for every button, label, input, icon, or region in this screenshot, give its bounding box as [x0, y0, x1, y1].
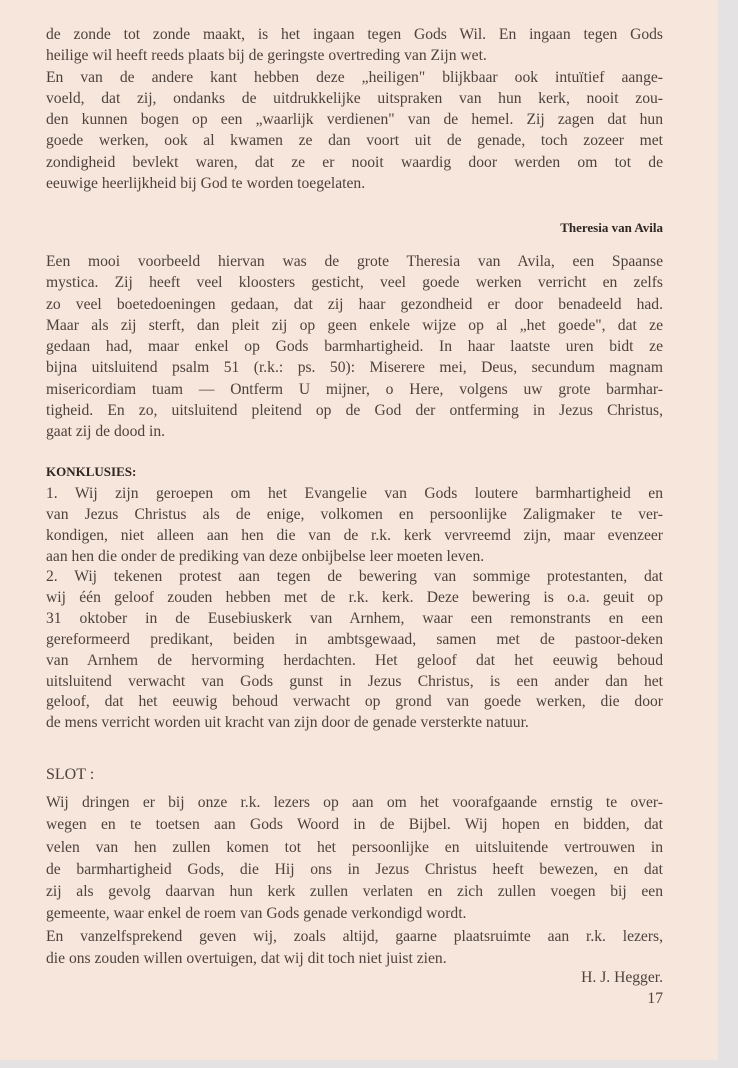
text-line — [46, 926, 663, 948]
text-line — [46, 421, 663, 442]
page-number: 17 — [647, 990, 663, 1007]
text-line — [46, 588, 663, 609]
text-line — [46, 948, 663, 970]
text-line-content: En vanzelfsprekend geven wij, zoals altijd, gaarne plaatsruimte aan r.k. lezers, — [46, 927, 663, 945]
text-line-content: voeld, dat zij, ondanks de uitdrukkelijke uitspraken van hun kerk, nooit zou- — [46, 89, 663, 107]
text-line — [46, 173, 663, 194]
text-line — [46, 881, 663, 903]
text-line — [46, 45, 663, 66]
section-heading-theresia: Theresia van Avila — [560, 220, 663, 235]
text-line — [46, 130, 663, 151]
text-line-content: Maar als zij sterft, dan pleit zij op geen enkele wijze op al „het goede", dat ze — [46, 316, 663, 334]
text-line-content: mystica. Zij heeft veel kloosters gesticht, veel goede werken verricht en zelfs — [46, 274, 663, 292]
text-line-content: gedaan had, maar enkel op Gods barmhartigheid. In haar laatste uren bidt ze — [46, 338, 663, 355]
text-line-content: de zonde tot zonde maakt, is het ingaan tegen Gods Wil. En ingaan tegen Gods — [46, 26, 663, 43]
text-line — [46, 859, 663, 881]
text-line-content: velen van hen zullen komen tot het persoonlijke en uitsluitende vertrouwen in — [46, 838, 663, 856]
text-line — [46, 547, 663, 568]
text-line-content: de mens verricht worden uit kracht van zijn door de genade versterkte natuur. — [46, 714, 529, 732]
text-line-content: Wij dringen er bij onze r.k. lezers op aan om het voorafgaande ernstig te over- — [46, 794, 663, 811]
text-line-content: wij één geloof zouden hebben met de r.k. kerk. Deze bewering is o.a. geuit op — [46, 589, 663, 607]
text-line — [46, 713, 663, 734]
text-line-content: zij als gevolg daarvan hun kerk zullen verlaten en zich zullen voegen bij een — [46, 883, 663, 901]
text-line-content: 1. Wij zijn geroepen om het Evangelie van Gods loutere barmhartigheid en — [46, 485, 663, 502]
text-line-content: heilige wil heeft reeds plaats bij de geringste overtreding van Zijn wet. — [46, 47, 487, 65]
text-line-content: eeuwige heerlijkheid bij God te worden toegelaten. — [46, 174, 366, 192]
text-line — [46, 152, 663, 173]
text-line-content: de barmhartigheid Gods, die Hij ons in Jezus Christus heeft bewezen, en dat — [46, 860, 663, 878]
text-line-content: van Jezus Christus als de enige, volkomen en persoonlijke Zaligmaker te ver- — [46, 505, 663, 523]
text-line-content: gaat zij de dood in. — [46, 423, 166, 440]
text-line-content: kondigen, niet alleen aan hen die van de r.k. kerk vervreemd zijn, maar evenzeer — [46, 526, 663, 544]
text-line — [46, 24, 663, 45]
text-line-content: goede werken, ook al kwamen ze dan voort uit de genade, toch zozeer met — [46, 132, 663, 150]
intro-paragraph — [46, 24, 663, 194]
text-line-content: tigheid. En zo, uitsluitend pleitend op de God der ontferming in Jezus Christus, — [46, 401, 663, 419]
text-line-content: zondigheid bevlekt waren, dat ze er nooit waardig door werden om tot de — [46, 153, 663, 171]
text-line — [46, 651, 663, 672]
text-line — [46, 567, 663, 588]
text-line-content: Een mooi voorbeeld hiervan was de grote Theresia van Avila, een Spaanse — [46, 253, 663, 270]
text-line — [46, 251, 663, 272]
text-line — [46, 109, 663, 130]
text-line-content: gereformeerd predikant, beiden in ambtsgewaad, samen met de pastoor-deken — [46, 630, 663, 648]
text-line-content: die ons zouden willen overtuigen, dat wij dit toch niet juist zien. — [46, 950, 447, 968]
text-line — [46, 67, 663, 88]
section-heading-slot: SLOT : — [46, 766, 95, 783]
text-line — [46, 484, 663, 505]
text-line-content: van Arnhem de hervorming herdachten. Het geloof dat het eeuwig behoud — [46, 651, 663, 669]
text-line-content: bijna uitsluitend psalm 51 (r.k.: ps. 50): Miserere mei, Deus, secundum magnam — [46, 359, 663, 377]
text-line — [46, 379, 663, 400]
section-heading-konklusies: KONKLUSIES: — [46, 464, 137, 479]
text-line — [46, 294, 663, 315]
text-line-content: misericordiam tuam — Ontferm U mijner, o Here, volgens uw grote barmhar- — [46, 380, 663, 398]
text-line — [46, 336, 663, 357]
text-line — [46, 672, 663, 693]
text-line — [46, 792, 663, 814]
text-line-content: gemeente, waar enkel de roem van Gods genade verkondigd wordt. — [46, 905, 467, 923]
text-line — [46, 272, 663, 293]
text-line — [46, 357, 663, 378]
text-line-content: wegen en te toetsen aan Gods Woord in de Bijbel. Wij hopen en bidden, dat — [46, 816, 663, 834]
text-line — [46, 88, 663, 109]
text-line — [46, 609, 663, 630]
text-line — [46, 814, 663, 836]
text-line — [46, 630, 663, 651]
text-line — [46, 903, 663, 925]
text-line-content: den kunnen bogen op een „waarlijk verdienen" van de hemel. Zij zagen dat hun — [46, 111, 663, 128]
konklusies-paragraph — [46, 484, 663, 734]
text-line-content: 2. Wij tekenen protest aan tegen de bewering van sommige protestanten, dat — [46, 568, 663, 586]
text-line-content: zo veel boetedoeningen gedaan, dat zij haar gezondheid er door benadeeld had. — [46, 295, 663, 313]
text-line — [46, 837, 663, 859]
text-line-content: uitsluitend verwacht van Gods gunst in Jezus Christus, is een ander dan het — [46, 672, 663, 690]
text-line-content: En van de andere kant hebben deze „heiligen" blijkbaar ook intuïtief aange- — [46, 68, 663, 86]
text-line-content: aan hen die onder de prediking van deze onbijbelse leer moeten leven. — [46, 547, 485, 565]
text-line — [46, 692, 663, 713]
text-line — [46, 315, 663, 336]
text-line — [46, 400, 663, 421]
author-signature: H. J. Hegger. — [581, 969, 663, 986]
text-line-content: 31 oktober in de Eusebiuskerk van Arnhem, waar een remonstrants en een — [46, 610, 663, 628]
text-line-content: geloof, dat het eeuwig behoud verwacht op grond van goede werken, die door — [46, 693, 663, 711]
theresia-paragraph — [46, 251, 663, 442]
text-line — [46, 505, 663, 526]
slot-paragraph — [46, 792, 663, 970]
text-line — [46, 526, 663, 547]
